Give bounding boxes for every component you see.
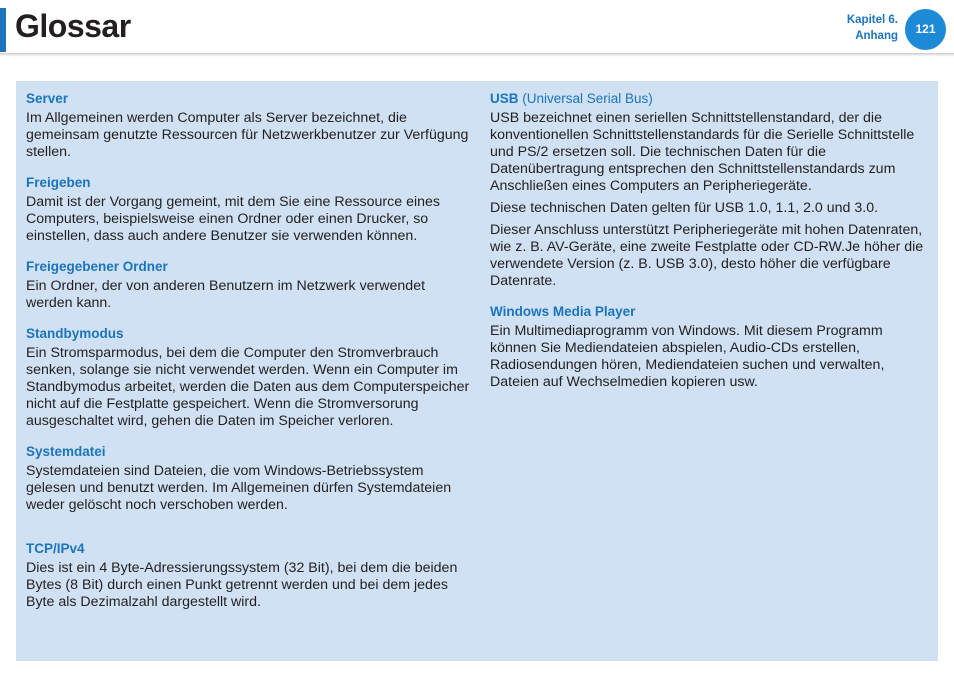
glossary-term: Systemdatei: [26, 444, 106, 459]
page-number-badge: 121: [905, 9, 946, 50]
glossary-term: Windows Media Player: [490, 304, 636, 319]
glossary-panel: [16, 81, 938, 661]
glossary-definition: Systemdateien sind Dateien, die vom Windows-Betriebssystem gelesen und benutzt werden. Im Allgemeinen dürfen Systemdateien weder gelöscht noch verschoben werden.: [26, 463, 452, 513]
glossary-definition: Damit ist der Vorgang gemeint, mit dem Sie eine Ressource eines Computers, beispielsweise einen Ordner oder einen Drucker, so einstellen, dass auch andere Benutzer sie verwenden können.: [26, 194, 440, 244]
glossary-entry-freigegebener-ordner: [26, 258, 472, 312]
glossary-entry-windows-media-player: [490, 303, 930, 391]
glossary-definition: Ein Stromsparmodus, bei dem die Computer den Stromverbrauch senken, solange sie nicht verwendet werden. Wenn ein Computer im Standbymodus arbeitet, werden die Daten aus dem Computerspeicher nicht auf die Festplatte gespeichert. Wenn die Stromversorung ausgeschaltet wird, gehen die Daten im Speicher verloren.: [26, 345, 470, 429]
page-title: Glossar: [15, 8, 131, 44]
glossary-term: Standbymodus: [26, 326, 124, 341]
glossary-term: Freigegebener Ordner: [26, 259, 168, 274]
glossary-entry-server: [26, 90, 472, 161]
glossary-term: TCP/IPv4: [26, 541, 85, 556]
glossary-entry-usb: [490, 90, 930, 290]
glossary-term-main: USB: [490, 91, 519, 106]
glossary-left-column: [26, 90, 472, 624]
glossary-entry-standbymodus: [26, 325, 472, 430]
glossary-definition: Ein Ordner, der von anderen Benutzern im Netzwerk verwendet werden kann.: [26, 278, 426, 311]
glossary-term: Server: [26, 91, 69, 106]
glossary-definition: Im Allgemeinen werden Computer als Server bezeichnet, die gemeinsam genutzte Ressourcen für Netzwerkbenutzer zur Verfügung stellen.: [26, 110, 469, 160]
glossary-definition: Diese technischen Daten gelten für USB 1.0, 1.1, 2.0 und 3.0.: [490, 200, 879, 216]
chapter-number: Kapitel 6.: [846, 14, 898, 26]
glossary-entry-freigeben: [26, 174, 472, 245]
glossary-term: Freigeben: [26, 175, 91, 190]
glossary-definition: Ein Multimediaprogramm von Windows. Mit diesem Programm können Sie Mediendateien abspielen, Audio-CDs erstellen, Radiosendungen hören, Mediendateien suchen und verwalten, Dateien auf Wechselmedien kopieren usw.: [490, 323, 885, 390]
glossary-entry-systemdatei: [26, 443, 472, 514]
glossary-definition: USB bezeichnet einen seriellen Schnittstellenstandard, der die konventionellen Schnittstellenstandards für die Serielle Schnittstelle und PS/2 ersetzen soll. Die technischen Daten für die Datenübertragung entsprechen den Schnittstellenstandards zum Anschließen eines Computers an Peripheriegeräte.: [490, 110, 915, 194]
glossary-entry-tcp-ipv4: [26, 540, 472, 611]
glossary-term-subtitle: (Universal Serial Bus): [518, 91, 653, 106]
glossary-definition: Dies ist ein 4 Byte-Adressierungssystem (32 Bit), bei dem die beiden Bytes (8 Bit) durch einen Punkt getrennt werden und bei dem jedes Byte als Dezimalzahl dargestellt wird.: [26, 560, 458, 610]
chapter-label: [847, 12, 898, 44]
glossary-right-column: [490, 90, 930, 404]
title-accent-bar: [0, 8, 6, 52]
chapter-name: Anhang: [855, 30, 898, 42]
header-divider: [0, 53, 954, 57]
glossary-term: [490, 90, 930, 107]
glossary-definition: Dieser Anschluss unterstützt Peripheriegeräte mit hohen Datenraten, wie z. B. AV-Geräte, eine zweite Festplatte oder CD-RW.Je höher die verwendete Version (z. B. USB 3.0), desto höher die verfügbare Datenrate.: [490, 222, 924, 289]
